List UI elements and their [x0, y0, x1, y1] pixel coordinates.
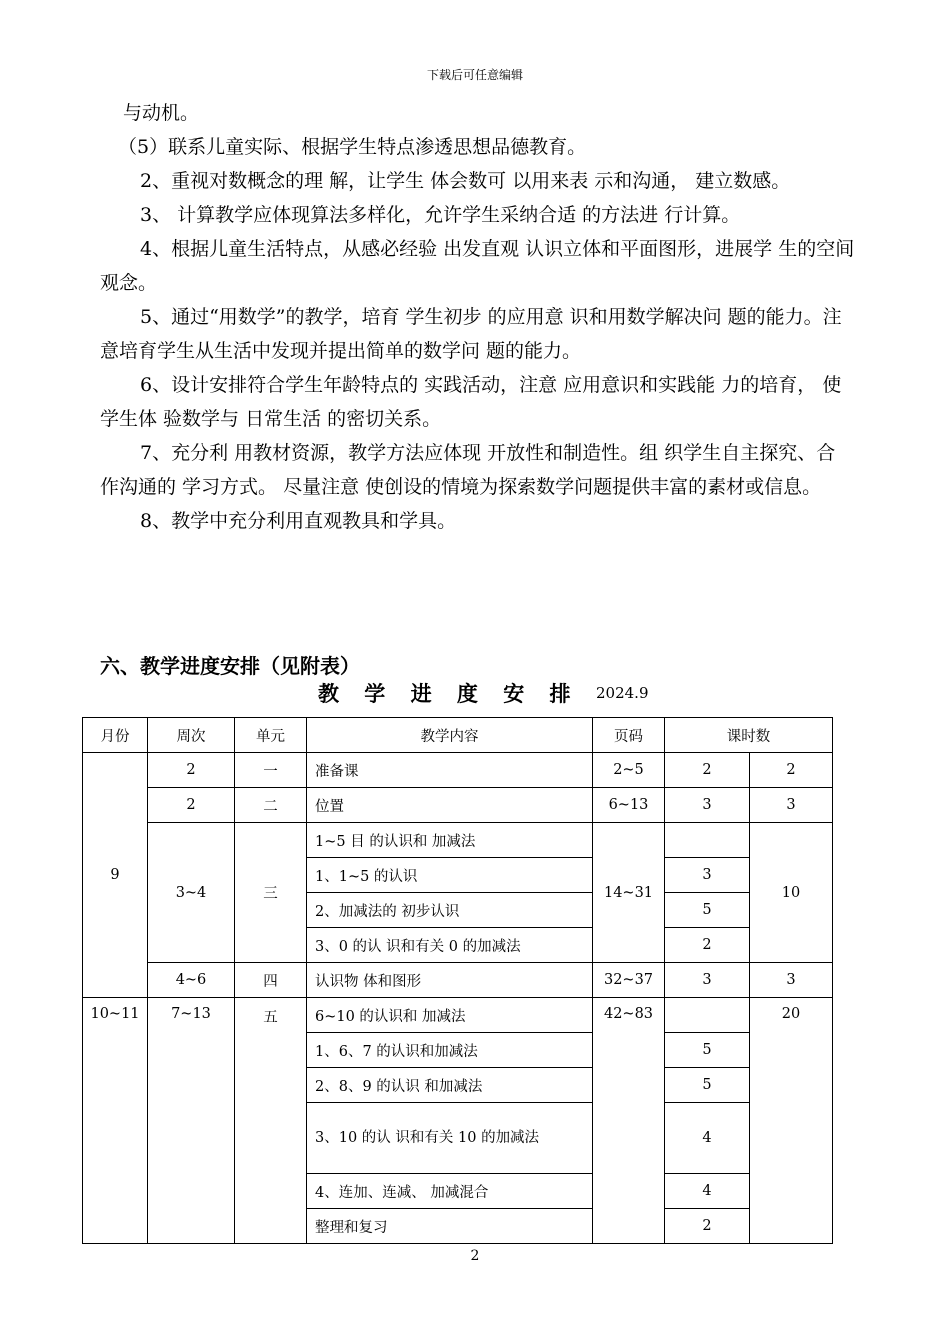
paragraph: 4、根据儿童生活特点，从感必经验 出发直观 认识立体和平面图形，进展学 生的空间观念。 [100, 238, 855, 294]
hours-cell [665, 998, 750, 1033]
paragraph: 7、充分利 用教材资源，教学方法应体现 开放性和制造性。组 织学生自主探究、合 作沟通的 学习方式。 尽量注意 使创设的情境为探索数学问题提供丰富的素材或信息。 [100, 442, 836, 498]
table-row [83, 788, 833, 823]
content-cell: 4、连加、连减、 加减混合 [307, 1174, 593, 1209]
paragraph: 6、设计安排符合学生年龄特点的 实践活动，注意 应用意识和实践能 力的培育， 使学生体 验数学与 日常生活 的密切关系。 [100, 374, 842, 430]
hours-cell: 5 [665, 1033, 750, 1068]
content-cell: 1、6、7 的认识和加减法 [307, 1033, 593, 1068]
table-row [83, 823, 833, 858]
unit-cell: 四 [235, 963, 307, 998]
header-cell: 月份 [83, 718, 148, 753]
hours-total-cell: 20 [750, 998, 833, 1244]
unit-cell: 一 [235, 753, 307, 788]
hours-cell: 4 [665, 1103, 750, 1174]
page-cell: 32~37 [593, 963, 665, 998]
unit-cell: 二 [235, 788, 307, 823]
paragraph: 2、重视对数概念的理 解，让学生 体会数可 以用来表 示和沟通， 建立数感。 [140, 170, 791, 192]
hours-cell: 2 [665, 753, 750, 788]
paragraph: 与动机。 [123, 102, 200, 124]
paragraph: 8、教学中充分利用直观教具和学具。 [140, 510, 457, 532]
content-cell: 整理和复习 [307, 1209, 593, 1244]
page-cell: 42~83 [593, 998, 665, 1244]
week-cell: 2 [148, 753, 235, 788]
content-cell: 6~10 的认识和 加减法 [307, 998, 593, 1033]
hours-total-cell: 3 [750, 788, 833, 823]
hours-cell: 2 [665, 928, 750, 963]
header-cell: 教学内容 [307, 718, 593, 753]
hours-cell: 5 [665, 893, 750, 928]
unit-cell: 五 [235, 998, 307, 1244]
unit-cell: 三 [235, 823, 307, 963]
hours-total-cell: 2 [750, 753, 833, 788]
week-cell: 2 [148, 788, 235, 823]
week-cell: 7~13 [148, 998, 235, 1244]
paragraph: （5）联系儿童实际、根据学生特点渗透思想品德教育。 [118, 136, 587, 158]
table-row [83, 753, 833, 788]
page-header: 下载后可任意编辑 [426, 68, 523, 82]
table-title: 教 学 进 度 安 排 [318, 681, 580, 706]
hours-cell [665, 823, 750, 858]
content-cell: 认识物 体和图形 [307, 963, 593, 998]
schedule-table [82, 717, 833, 1244]
table-year: 2024.9 [596, 684, 649, 702]
hours-cell: 4 [665, 1174, 750, 1209]
content-cell: 2、加减法的 初步认识 [307, 893, 593, 928]
header-cell: 课时数 [665, 718, 833, 753]
month-cell: 10~11 [83, 998, 148, 1244]
week-cell: 3~4 [148, 823, 235, 963]
content-cell: 3、10 的认 识和有关 10 的加减法 [307, 1103, 593, 1174]
hours-cell: 3 [665, 788, 750, 823]
table-row [83, 963, 833, 998]
body-text [100, 96, 860, 538]
month-cell: 9 [83, 753, 148, 998]
header-cell: 页码 [593, 718, 665, 753]
content-cell: 2、8、9 的认识 和加减法 [307, 1068, 593, 1103]
content-cell: 1、1~5 的认识 [307, 858, 593, 893]
page-cell: 2~5 [593, 753, 665, 788]
paragraph: 5、通过“用数学”的教学，培育 学生初步 的应用意 识和用数学解决问 题的能力。注意培育学生从生活中发现并提出简单的数学问 题的能力。 [100, 306, 842, 362]
content-cell: 1~5 目 的认识和 加减法 [307, 823, 593, 858]
table-row [83, 998, 833, 1033]
hours-total-cell: 3 [750, 963, 833, 998]
week-cell: 4~6 [148, 963, 235, 998]
content-cell: 准备课 [307, 753, 593, 788]
section-title: 六、教学进度安排（见附表） [100, 654, 360, 678]
page-cell: 6~13 [593, 788, 665, 823]
hours-total-cell: 10 [750, 823, 833, 963]
page-cell: 14~31 [593, 823, 665, 963]
paragraph: 3、 计算教学应体现算法多样化，允许学生采纳合适 的方法进 行计算。 [140, 204, 741, 226]
page-number: 2 [470, 1248, 480, 1264]
header-cell: 周次 [148, 718, 235, 753]
content-cell: 3、0 的认 识和有关 0 的加减法 [307, 928, 593, 963]
hours-cell: 2 [665, 1209, 750, 1244]
table-header-row [83, 718, 833, 753]
content-cell: 位置 [307, 788, 593, 823]
hours-cell: 3 [665, 858, 750, 893]
header-cell: 单元 [235, 718, 307, 753]
hours-cell: 5 [665, 1068, 750, 1103]
hours-cell: 3 [665, 963, 750, 998]
